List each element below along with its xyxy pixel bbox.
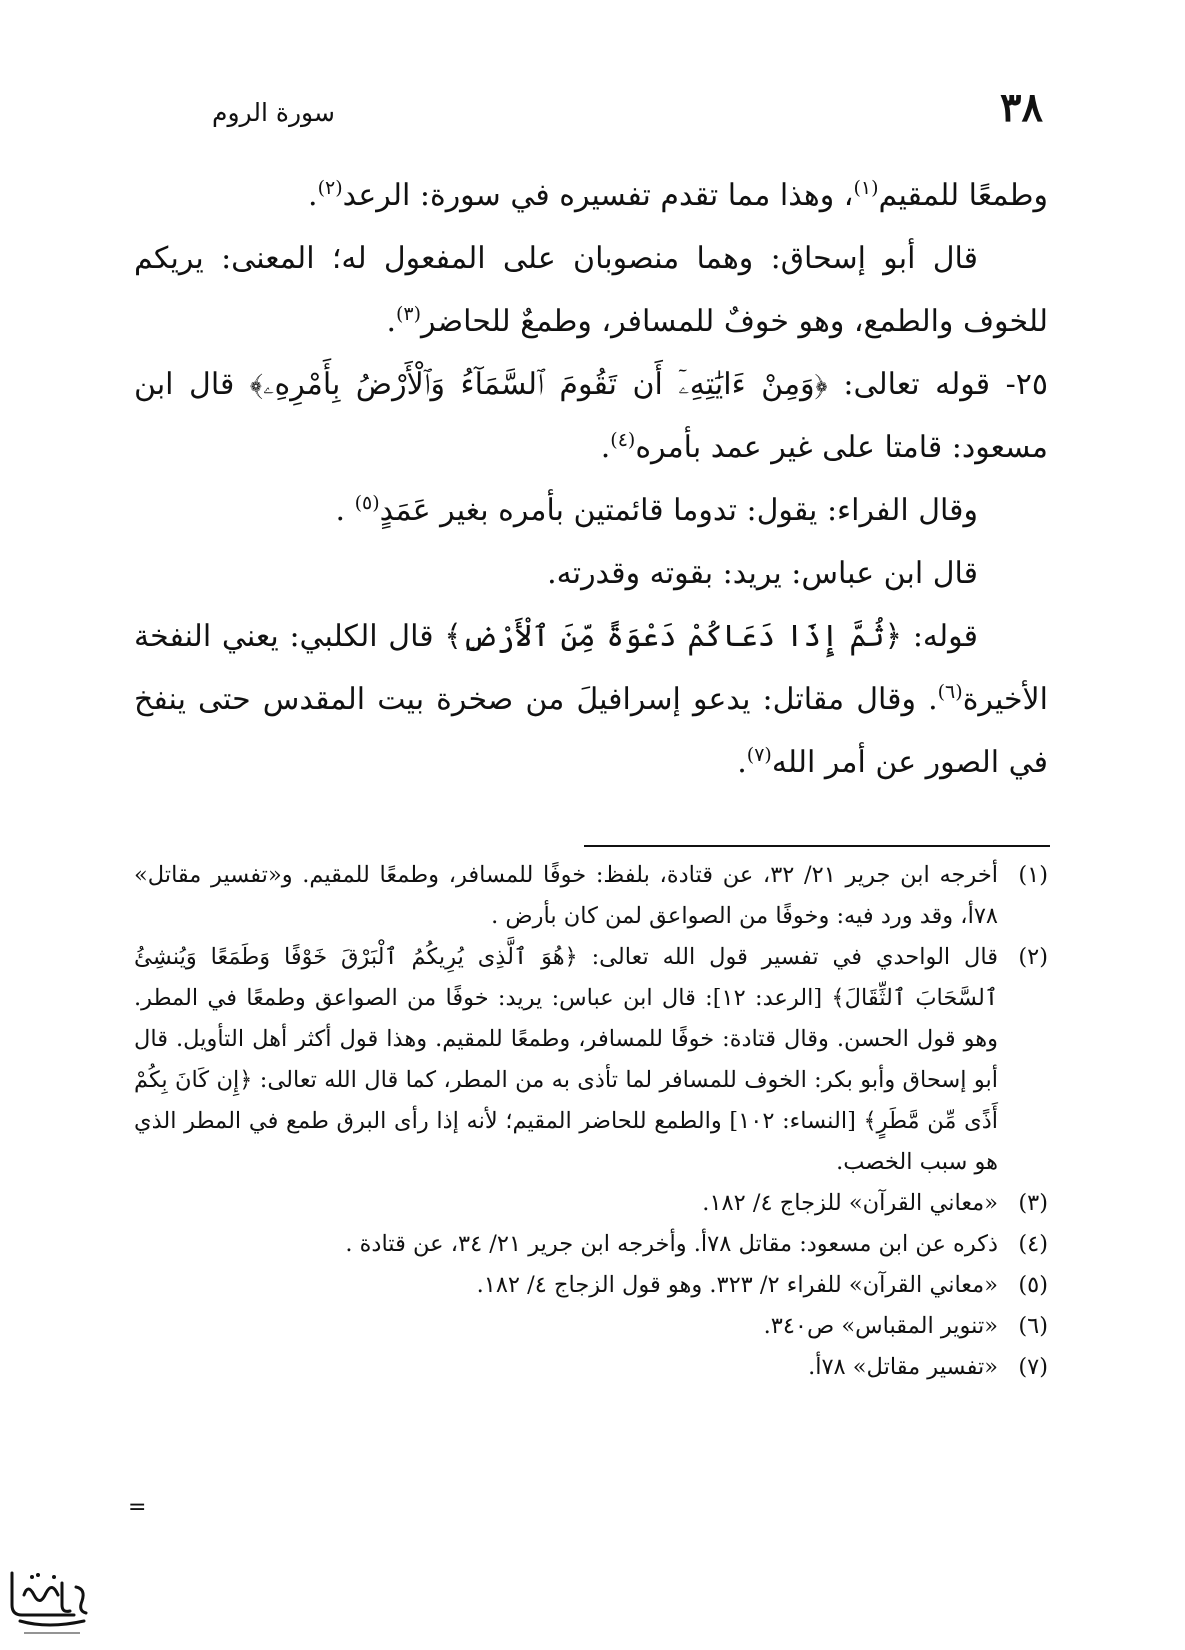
footnote-text: «تنوير المقباس» ص٣٤٠.: [763, 1313, 998, 1339]
text-span: قال ابن مسعود: قامتا على غير عمد بأمره: [134, 367, 1048, 465]
text-span: ٢٥- قوله تعالى:: [827, 367, 1048, 402]
footnote-ref-6: (٦): [937, 681, 963, 703]
footnotes: [134, 855, 1048, 1388]
watermark-logo: [2, 1565, 94, 1641]
paragraph-3: [134, 353, 1048, 479]
continuation-mark: =: [128, 1495, 147, 1520]
surah-title: سورة الروم: [212, 98, 335, 127]
footnote-ref-5: (٥): [354, 492, 380, 514]
paragraph-1: [134, 164, 1048, 227]
footnote-text: «معاني القرآن» للزجاج ٤/ ١٨٢.: [702, 1190, 998, 1216]
footnote-text: «تفسير مقاتل» ٧٨أ.: [808, 1354, 998, 1380]
text-span: .: [308, 178, 318, 213]
footnote: [134, 937, 1048, 1183]
text-span: .: [335, 493, 355, 528]
quran-verse: ﴿وَمِنْ ءَايَٰتِهِۦٓ أَن تَقُومَ ٱلسَّمَآءُ وَٱلْأَرْضُ بِأَمْرِهِۦ﴾: [249, 367, 828, 402]
text-span: . وقال مقاتل: يدعو إسرافيلَ من صخرة بيت المقدس حتى ينفخ في الصور عن أمر الله: [134, 682, 1048, 780]
paragraph-6: [134, 605, 1048, 794]
text-span: ، وهذا مما تقدم تفسيره في سورة: الرعد: [342, 178, 854, 213]
quran-verse: ﴿ثُمَّ إِذَا دَعَاكُمْ دَعْوَةً مِّنَ ٱلْأَرْضِ﴾: [444, 619, 903, 654]
footnote-text: ذكره عن ابن مسعود: مقاتل ٧٨أ. وأخرجه ابن جرير ٢١/ ٣٤، عن قتادة .: [345, 1231, 998, 1257]
footnote-number: (١): [1018, 862, 1048, 888]
footnote-number: (٦): [1018, 1313, 1048, 1339]
footnote: [134, 1347, 1048, 1388]
text-span: قوله:: [902, 619, 978, 654]
footnote: [134, 1265, 1048, 1306]
footnote-number: (٢): [1018, 944, 1048, 970]
footnote: [134, 855, 1048, 937]
text-span: .: [600, 430, 611, 465]
page-number: ٣٨: [1000, 84, 1043, 131]
footnote-text: أخرجه ابن جرير ٢١/ ٣٢، عن قتادة، بلفظ: خوفًا للمسافر، وطمعًا للمقيم. و«تفسير مقاتل» ٧٨أ، وقد ورد فيه: وخوفًا من الصواعق لمن كان بأرض .: [134, 862, 998, 929]
footnote-number: (٥): [1018, 1272, 1048, 1298]
main-text: [134, 164, 1048, 794]
text-span: .: [737, 745, 747, 780]
footnote-text: «معاني القرآن» للفراء ٢/ ٣٢٣. وهو قول الزجاج ٤/ ١٨٢.: [476, 1272, 998, 1298]
footnote-ref-4: (٤): [610, 429, 636, 451]
footnote-divider: [584, 845, 1050, 847]
footnote: [134, 1306, 1048, 1347]
footnote-text: قال الواحدي في تفسير قول الله تعالى: ﴿هُوَ ٱلَّذِى يُرِيكُمُ ٱلْبَرْقَ خَوْفًا وَطَمَعًا وَيُنشِئُ ٱلسَّحَابَ ٱلثِّقَالَ﴾ [الرعد: ١٢]: قال ابن عباس: يريد: خوفًا من الصواعق وطمعًا في المطر. وهو قول الحسن. وقال قتادة: خوفًا للمسافر، وطمعًا للمقيم. وهذا قول أكثر أهل التأويل. قال أبو إسحاق وأبو بكر: الخوف للمسافر لما تأذى به من المطر، كما قال الله تعالى: ﴿إِن كَانَ بِكُمْ أَذًى مِّن مَّطَرٍ﴾ [النساء: ١٠٢] والطمع للحاضر المقيم؛ لأنه إذا رأى البرق طمع في المطر الذي هو سبب الخصب.: [134, 944, 998, 1175]
text-span: وقال الفراء: يقول: تدوما قائمتين بأمره بغير عَمَدٍ: [379, 493, 978, 528]
footnote: [134, 1183, 1048, 1224]
footnote-number: (٤): [1018, 1231, 1048, 1257]
footnote-number: (٧): [1018, 1354, 1048, 1380]
footnote-ref-7: (٧): [746, 744, 772, 766]
text-span: قال ابن عباس: يريد: بقوته وقدرته.: [547, 556, 978, 591]
paragraph-4: [134, 479, 1048, 542]
paragraph-2: [134, 227, 1048, 353]
text-span: قال الكلبي: يعني النفخة الأخيرة: [134, 619, 1048, 717]
footnote: [134, 1224, 1048, 1265]
text-span: وطمعًا للمقيم: [878, 178, 1048, 213]
footnote-ref-3: (٣): [395, 303, 422, 325]
footnote-ref-1: (١): [853, 177, 879, 199]
paragraph-5: [134, 542, 1048, 605]
text-span: قال أبو إسحاق: وهما منصوبان على المفعول له؛ المعنى: يريكم للخوف والطمع، وهو خوفٌ للمسافر، وطمعٌ للحاضر: [134, 241, 1048, 339]
footnote-number: (٣): [1018, 1190, 1048, 1216]
text-span: .: [386, 304, 396, 339]
footnote-ref-2: (٢): [317, 177, 343, 199]
